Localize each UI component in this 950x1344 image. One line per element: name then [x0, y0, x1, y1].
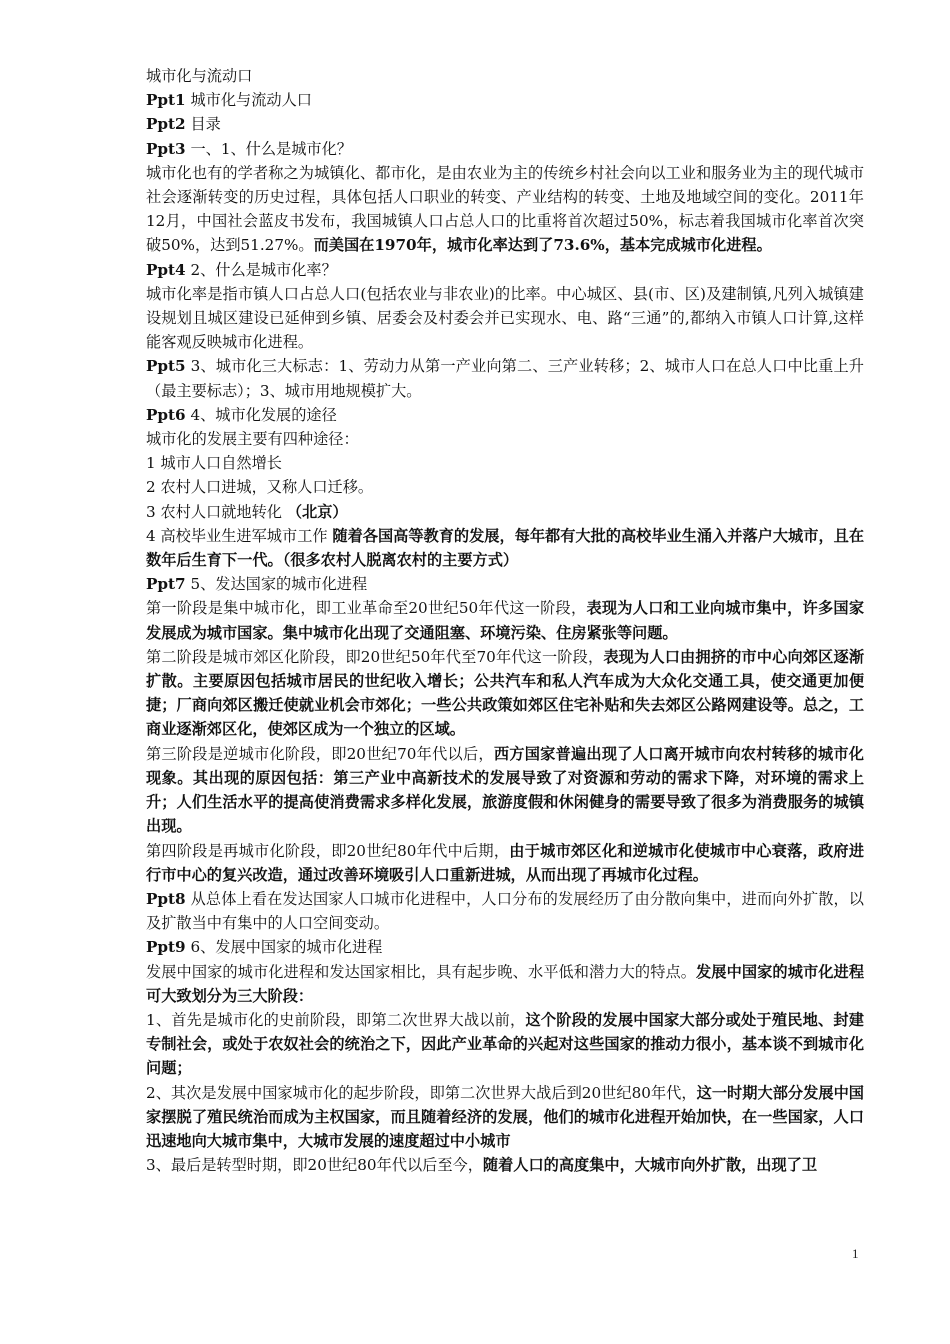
dev-stage-3-text: 3、最后是转型时期，即20世纪80年代以后至今， [146, 1156, 483, 1175]
ppt3-bold: 而美国在1970年，城市化率达到了73.6%，基本完成城市化进程。 [313, 236, 772, 255]
ppt6-heading [146, 403, 864, 427]
ppt9-heading [146, 935, 864, 959]
stage-4-paragraph [146, 839, 864, 887]
stage-4-bold: 由于城市郊区化和逆城市化使城市中心衰落，政府进行市中心的复兴改造，通过改善环境吸引人口重新进城，从而出现了再城市化过程。 [146, 841, 865, 884]
ppt6-tag: Ppt6 [146, 405, 186, 424]
ppt9-tag: Ppt9 [146, 938, 186, 957]
stage-3-paragraph [146, 742, 864, 839]
dev-stage-1-text: 1、首先是城市化的史前阶段，即第二次世界大战以前， [146, 1010, 526, 1029]
ppt2-heading [146, 112, 864, 136]
ppt3-text: 一、1、什么是城市化？ [185, 139, 352, 158]
ppt1-text: 城市化与流动人口 [185, 91, 312, 110]
ppt4-paragraph: 城市化率是指市镇人口占总人口(包括农业与非农业)的比率。中心城区、县(市、区)及建制镇,凡列入城镇建设规划且城区建设已延伸到乡镇、居委会及村委会并已实现水、电、路“三通”的,都纳入市镇人口计算,这样能客观反映城市化进程。 [146, 284, 864, 352]
ppt1-tag: Ppt1 [146, 91, 186, 110]
dev-stage-2 [146, 1081, 864, 1154]
stage-1-bold: 表现为人口和工业向城市集中，许多国家发展成为城市国家。集中城市化出现了交通阻塞、环境污染、住房紧张等问题。 [146, 599, 865, 642]
ppt6-intro: 城市化的发展主要有四种途径： [146, 430, 359, 449]
ppt3-paragraph [146, 161, 864, 258]
ppt7-heading [146, 572, 864, 596]
dev-stage-3 [146, 1153, 864, 1177]
ppt8-text: 从总体上看在发达国家人口城市化进程中，人口分布的发展经历了由分散向集中，进而向外扩散，以及扩散当中有集中的人口空间变动。 [146, 889, 864, 933]
stage-2-bold: 表现为人口由拥挤的市中心向郊区逐渐扩散。主要原因包括城市居民的世纪收入增长；公共汽车和私人汽车成为大众化交通工具，使交通更加便捷；厂商向郊区搬迁使就业机会市郊化；一些公共政策如郊区住宅补贴和失去郊区公路网建设等。总之，工商业逐渐郊区化，使郊区成为一个独立的区域。 [146, 647, 865, 739]
dev-stage-1-bold: 这个阶段的发展中国家大部分或处于殖民地、封建专制社会，或处于农奴社会的统治之下，因此产业革命的兴起对这些国家的推动力很小，基本谈不到城市化问题； [146, 1010, 864, 1078]
stage-1-paragraph [146, 596, 864, 644]
ppt9-text: 6、发展中国家的城市化进程 [185, 938, 383, 957]
stage-4-text: 第四阶段是再城市化阶段，即20世纪80年代中后期， [146, 841, 510, 860]
ppt9-bold: 发展中国家的城市化进程可大致划分为三大阶段： [146, 962, 865, 1005]
ppt6-item-3-bold: （北京） [286, 502, 348, 521]
ppt5-heading [146, 354, 864, 402]
ppt4-heading [146, 258, 864, 282]
ppt6-item-4-bold: 随着各国高等教育的发展，每年都有大批的高校毕业生涌入并落户大城市，且在数年后生育下一代。（很多农村人脱离农村的主要方式） [146, 526, 865, 570]
dev-stage-2-text: 2、其次是发展中国家城市化的起步阶段，即第二次世界大战后到20世纪80年代， [146, 1083, 697, 1102]
stage-3-bold: 西方国家普遍出现了人口离开城市向农村转移的城市化现象。其出现的原因包括：第三产业中高新技术的发展导致了对资源和劳动的需求下降，对环境的需求上升；人们生活水平的提高使消费需求多样化发展，旅游度假和休闲健身的需要导致了很多为消费服务的城镇出现。 [146, 744, 864, 836]
ppt3-heading [146, 137, 864, 161]
ppt2-text: 目录 [185, 115, 221, 134]
ppt6-item-3 [146, 500, 864, 524]
ppt9-body: 发展中国家的城市化进程和发达国家相比，具有起步晚、水平低和潜力大的特点。 [146, 962, 697, 981]
ppt6-item-2: 2 农村人口进城，又称人口迁移。 [146, 478, 374, 497]
ppt4-tag: Ppt4 [146, 260, 186, 279]
ppt4-text: 2、什么是城市化率？ [185, 260, 337, 279]
stage-2-text: 第二阶段是城市郊区化阶段，即20世纪50年代至70年代这一阶段， [146, 647, 604, 666]
stage-2-paragraph [146, 645, 864, 742]
stage-1-text: 第一阶段是集中城市化，即工业革命至20世纪50年代这一阶段， [146, 599, 587, 618]
ppt3-body: 城市化也有的学者称之为城镇化、都市化，是由农业为主的传统乡村社会向以工业和服务业为主的现代城市社会逐渐转变的历史过程，具体包括人口职业的转变、产业结构的转变、土地及地域空间的变化。2011年12月，中国社会蓝皮书发布，我国城镇人口占总人口的比重将首次超过50%，标志着我国城市化率首次突破50%，达到51.27%。 [146, 163, 864, 255]
ppt1-heading [146, 88, 864, 112]
ppt6-item-1: 1 城市人口自然增长 [146, 454, 282, 473]
ppt8-paragraph [146, 887, 864, 935]
ppt9-paragraph [146, 960, 864, 1008]
page-number: 1 [852, 1246, 859, 1261]
ppt6-item-3-text: 3 农村人口就地转化 [146, 502, 287, 521]
ppt6-item-4 [146, 524, 864, 572]
dev-stage-2-bold: 这一时期大部分发展中国家摆脱了殖民统治而成为主权国家，而且随着经济的发展，他们的城市化进程开始加快，在一些国家，人口迅速地向大城市集中，大城市发展的速度超过中小城市 [146, 1083, 864, 1150]
document-body [146, 64, 864, 1177]
ppt7-text: 5、发达国家的城市化进程 [185, 575, 368, 594]
dev-stage-1 [146, 1008, 864, 1081]
ppt2-tag: Ppt2 [146, 115, 186, 134]
ppt8-tag: Ppt8 [146, 889, 186, 908]
ppt5-tag: Ppt5 [146, 357, 186, 376]
ppt6-text: 4、城市化发展的途径 [185, 405, 337, 424]
stage-3-text: 第三阶段是逆城市化阶段，即20世纪70年代以后， [146, 744, 494, 763]
dev-stage-3-bold: 随着人口的高度集中，大城市向外扩散，出现了卫 [482, 1156, 818, 1175]
ppt7-tag: Ppt7 [146, 575, 186, 594]
ppt5-text: 3、城市化三大标志：1、劳动力从第一产业向第二、三产业转移；2、城市人口在总人口中比重上升（最主要标志）；3、城市用地规模扩大。 [146, 357, 864, 400]
doc-title: 城市化与流动口 [146, 67, 253, 85]
ppt6-item-4-text: 4 高校毕业生进军城市工作 [146, 526, 333, 545]
ppt3-tag: Ppt3 [146, 139, 186, 158]
